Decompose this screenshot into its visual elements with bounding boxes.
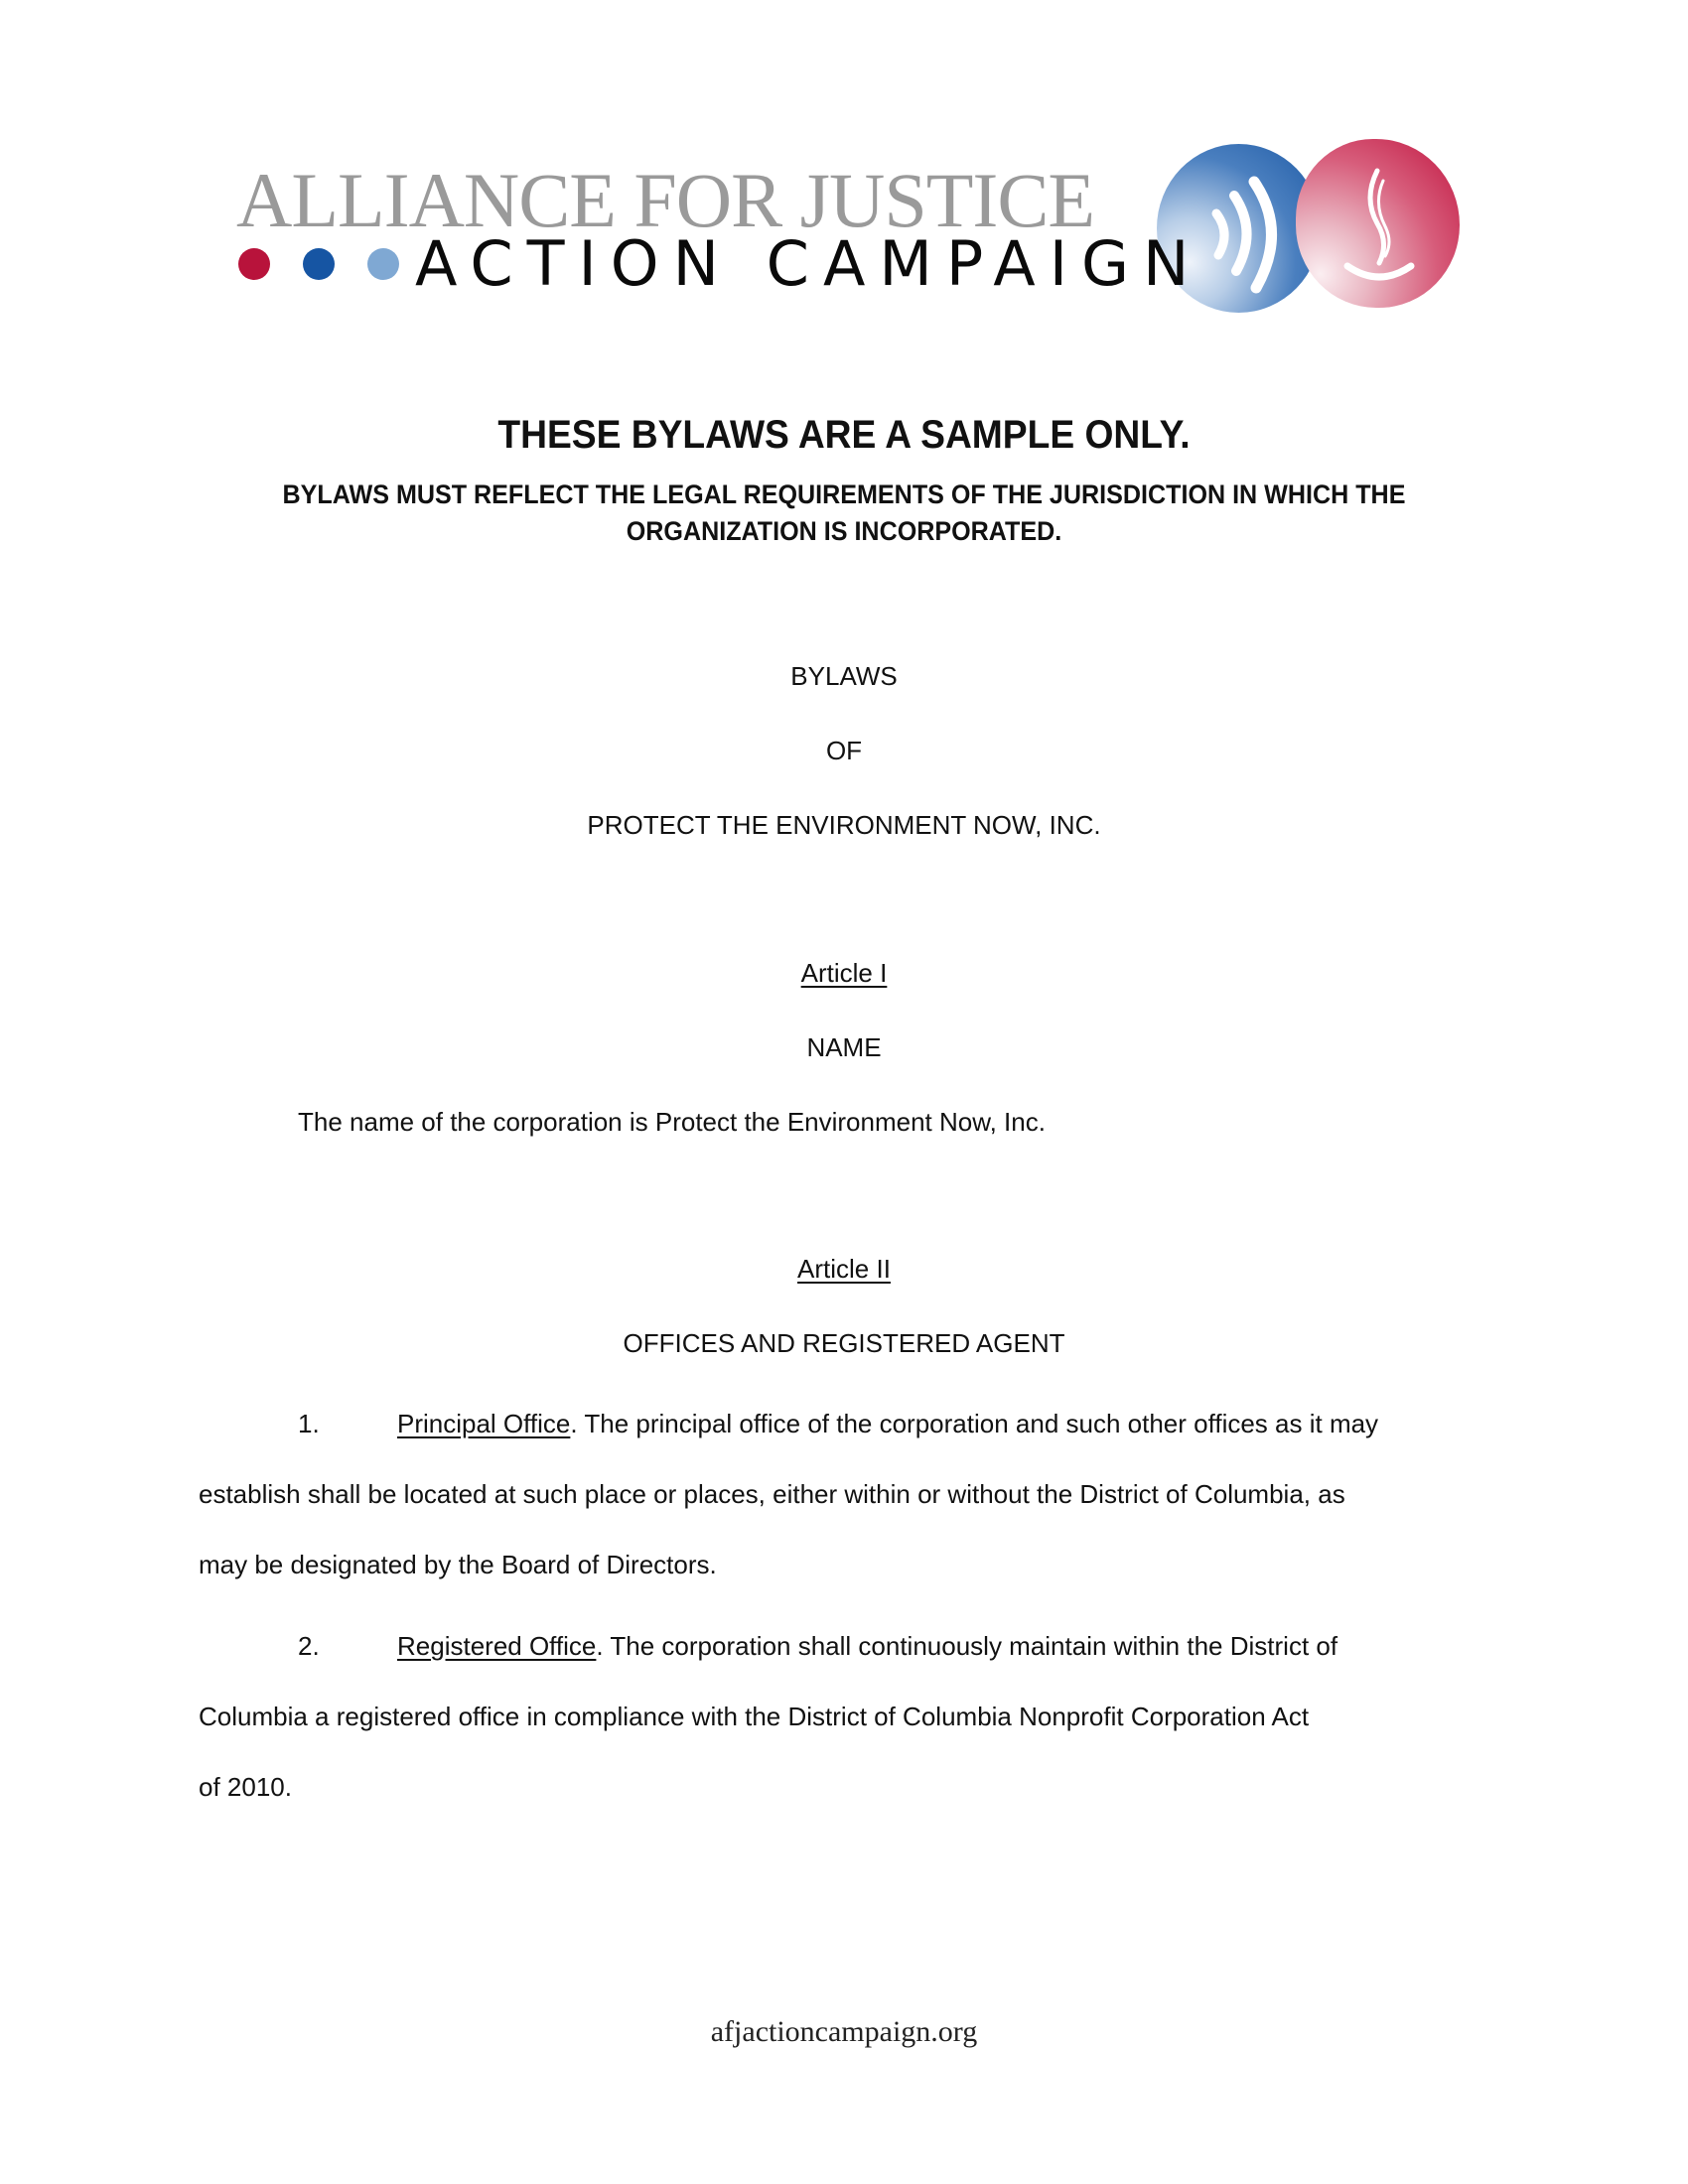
section-1-number: 1. xyxy=(298,1409,320,1438)
sample-notice-subtitle: BYLAWS MUST REFLECT THE LEGAL REQUIREMENTS OF THE JURISDICTION IN WHICH THE ORGANIZATION IS INCORPORATED. xyxy=(282,479,1406,546)
logo-text-action-campaign: ACTION CAMPAIGN xyxy=(415,227,1203,300)
section-1-line-2: establish shall be located at such place or places, either within or without the District of Columbia, as xyxy=(199,1479,1345,1509)
afj-action-campaign-logo xyxy=(228,134,1470,318)
section-2-first-line xyxy=(397,1631,1337,1662)
blue-dot-icon xyxy=(303,248,335,280)
article-2-heading: OFFICES AND REGISTERED AGENT xyxy=(623,1328,1065,1358)
section-2-title: Registered Office xyxy=(397,1631,597,1661)
article-2-label xyxy=(0,1254,1688,1285)
logo-text-alliance-for-justice: ALLIANCE FOR JUSTICE xyxy=(236,157,1095,243)
flame-torch-icon xyxy=(1296,139,1460,308)
logo-dots xyxy=(238,248,399,280)
section-2-line-3: of 2010. xyxy=(199,1772,292,1802)
footer-website-link[interactable]: afjactioncampaign.org xyxy=(710,2015,978,2048)
article-1-heading: NAME xyxy=(806,1032,882,1062)
article-1-text: The name of the corporation is Protect the Environment Now, Inc. xyxy=(298,1107,1046,1137)
article-1-label xyxy=(0,958,1688,989)
article-2-label-text: Article II xyxy=(797,1254,891,1284)
section-1-line-1: . The principal office of the corporation and such other offices as it may xyxy=(570,1409,1379,1438)
sample-notice-title: THESE BYLAWS ARE A SAMPLE ONLY. xyxy=(497,413,1191,457)
section-2-line-2: Columbia a registered office in compliance with the District of Columbia Nonprofit Corporation Act xyxy=(199,1702,1310,1731)
light-blue-dot-icon xyxy=(367,248,399,280)
section-1-line-3: may be designated by the Board of Directors. xyxy=(199,1550,717,1579)
document-title-of: OF xyxy=(825,736,863,765)
article-1-label-text: Article I xyxy=(800,958,888,988)
section-1-first-line xyxy=(397,1409,1378,1439)
section-2-line-1: . The corporation shall continuously maintain within the District of xyxy=(596,1631,1338,1661)
document-title-organization: PROTECT THE ENVIRONMENT NOW, INC. xyxy=(587,810,1101,840)
document-title-bylaws: BYLAWS xyxy=(790,661,898,691)
section-2-number: 2. xyxy=(298,1631,320,1661)
red-dot-icon xyxy=(238,248,270,280)
section-1-title: Principal Office xyxy=(397,1409,571,1438)
